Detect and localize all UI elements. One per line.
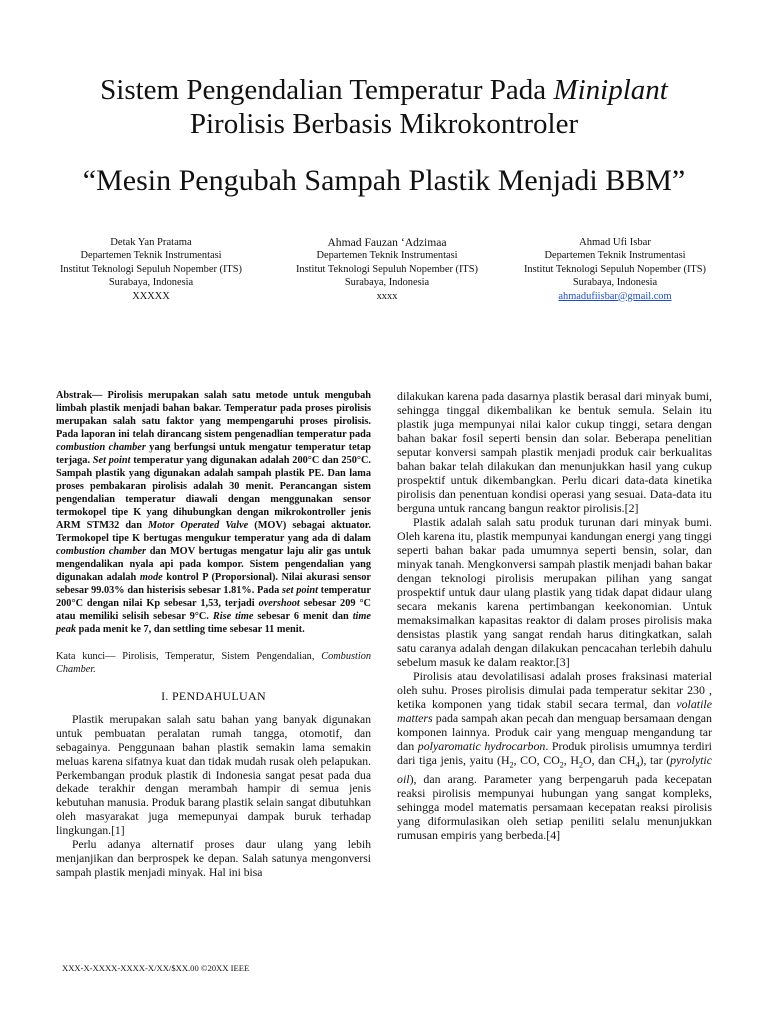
title-text: Sistem Pengendalian Temperatur Pada: [100, 74, 554, 106]
keywords: Kata kunci— Pirolisis, Temperatur, Sistem Pengendalian, Combustion Chamber.: [56, 651, 371, 675]
author-2: [267, 236, 507, 303]
title-italic-miniplant: Miniplant: [553, 74, 668, 106]
section-heading: I. PENDAHULUAN: [161, 689, 266, 703]
left-column: [56, 389, 371, 880]
author-contact: XXXXX: [132, 290, 170, 302]
author-name: Ahmad Ufi Isbar: [579, 237, 651, 248]
paragraph: Pirolisis atau devolatilisasi adalah proses fraksinasi material oleh suhu. Proses pirolisis dimulai pada temperatur sekitar 230 , ketika komponen yang tidak stabil secara termal, dan volatile matters pada sampah akan pecah dan menguap bersamaan dengan komponen lainnya. Produk cair yang menguap mengandung tar dan polyaromatic hydrocarbon. Produk pirolisis umumnya terdiri dari tiga jenis, yaitu ($H_2$, CO, $CO_2$, $H_2O$, dan $CH_4$), tar (pyrolytic oil), dan arang. Parameter yang berpengaruh pada kecepatan reaksi pirolisis mempunyai hubungan yang sangat kompleks, sehingga model matematis persamaan kecepatan reaksi pirolisis yang diformulasikan oleh setiap peniliti selalu menunjukkan rumusan empiris yang berbeda.[4]: [397, 669, 712, 843]
author-email-link[interactable]: ahmadufiisbar@gmail.com: [558, 290, 672, 302]
author-block: [0, 236, 768, 306]
author-dept: Departemen Teknik Instrumentasi: [544, 250, 686, 262]
author-name: Detak Yan Pratama: [110, 237, 192, 248]
copyright-footer: XXX-X-XXXX-XXXX-X/XX/$XX.00 ©20XX IEEE: [62, 963, 250, 973]
author-3: [495, 236, 735, 303]
paragraph: Plastik adalah salah satu produk turunan dari minyak bumi. Oleh karena itu, plastik mempunyai kandungan energi yang tinggi seperti bahan bakar pada umumnya seperti bensin, solar, dan minyak tanah. Mengkonversi sampah plastik menjadi bahan bakar dengan teknologi pirolisis merupakan pilihan yang sangat prospektif untuk daur ulang plastik yang tidak dapat didaur ulang secara mekanis karena pertimbangan keekonomian. Untuk memaksimalkan kapasitas reaktor di dalam proses pirolisis maka densistas plastik yang sangat rendah harus ditingkatkan, salah satu caranya adalah dengan dilakukan pencacahan terlebih dahulu sebelum masuk ke dalam reaktor.[3]: [397, 515, 713, 669]
paragraph: Perlu adanya alternatif proses daur ulang yang lebih menjanjikan dan berprospek ke depan. Salah satunya mengonversi sampah plastik menjadi minyak. Hal ini bisa: [56, 838, 371, 879]
author-city: Surabaya, Indonesia: [572, 277, 658, 289]
subtitle: “Mesin Pengubah Sampah Plastik Menjadi BBM”: [82, 164, 686, 197]
author-name: Ahmad Fauzan ‘Adzimaa: [327, 236, 447, 249]
author-city: Surabaya, Indonesia: [344, 277, 430, 289]
author-dept: Departemen Teknik Instrumentasi: [316, 250, 458, 262]
title-line-2: Pirolisis Berbasis Mikrokontroler: [189, 108, 579, 140]
author-inst: Institut Teknologi Sepuluh Nopember (ITS): [59, 263, 243, 275]
author-inst: Institut Teknologi Sepuluh Nopember (ITS): [295, 263, 479, 275]
paragraph: dilakukan karena pada dasarnya plastik berasal dari minyak bumi, sehingga tinggal dikembalikan ke bentuk semula. Selain itu plastik juga mempunyai nilai kalor cukup tinggi, setara dengan bahan bakar fosil seperti bensin dan solar. Beberapa penelitian seputar konversi sampah plastik menjadi produk cair berkualitas bahan bakar telah dilakukan dan menunjukkan hasil yang cukup prospektif untuk dikembangkan. Perlu dicari data-data kinetika pirolisis dan penentuan kondisi operasi yang sesuai. Data-data itu berguna untuk rancang bangun reaktor pirolisis.[2]: [397, 389, 712, 515]
paragraph: Plastik merupakan salah satu bahan yang banyak digunakan untuk pembuatan peralatan rumah tangga, otomotif, dan sebagainya. Penggunaan bahan plastik semakin lama semakin meluas karena sifatnya kuat dan tidak mudah rusak oleh pelapukan. Perkembangan produk plastik di Indonesia sangat pesat pada dua dekade terakhir dengan merambah hampir di semua jenis kebutuhan manusia. Produk barang plastik selain sangat dibutuhkan oleh masyarakat juga memepunyai dampak buruk terhadap lingkungan.[1]: [56, 712, 371, 838]
author-dept: Departemen Teknik Instrumentasi: [80, 250, 222, 262]
author-inst: Institut Teknologi Sepuluh Nopember (ITS): [523, 263, 707, 275]
right-column: [397, 389, 712, 842]
author-contact: xxxx: [376, 290, 398, 302]
author-city: Surabaya, Indonesia: [108, 277, 194, 289]
title-line-1: [0, 74, 768, 107]
author-1: [31, 236, 271, 303]
abstract: Abstrak— Pirolisis merupakan salah satu metode untuk mengubah limbah plastik menjadi bahan bakar. Temperatur pada proses pirolisis merupakan salah satu faktor yang mempengaruhi proses pirolisis. Pada laporan ini telah dirancang sistem pengenadlian temperatur pada combustion chamber yang berfungsi untuk mengatur temperatur tetap terjaga. Set point temperatur yang digunakan adalah 200°C dan 250°C. Sampah plastik yang digunakan adalah sampah plastik PE. Dan lama proses pembakaran pirolisis adalah 30 menit. Perancangan sistem pengendalian temperatur diawali dengan menggunakan sensor termokopel tipe K yang dihubungkan dengan mikrokontroller jenis ARM STM32 dan Motor Operated Valve (MOV) sebagai aktuator. Termokopel tipe K bertugas mengukur temperatur yang ada di dalam combustion chamber dan MOV bertugas mengatur laju alir gas untuk mengendalikan nyala api pada kompor. Sistem pengendalian yang digunakan adalah mode kontrol P (Proporsional). Nilai akurasi sensor sebesar 99.03% dan histerisis sebesar 1.81%. Pada set point temperatur 200°C dengan nilai Kp sebesar 1,53, terjadi overshoot sebesar 209 °C atau memiliki selisih sebesar 9°C. Rise time sebesar 6 menit dan time peak pada menit ke 7, dan settling time sebesar 11 menit.: [56, 390, 372, 635]
